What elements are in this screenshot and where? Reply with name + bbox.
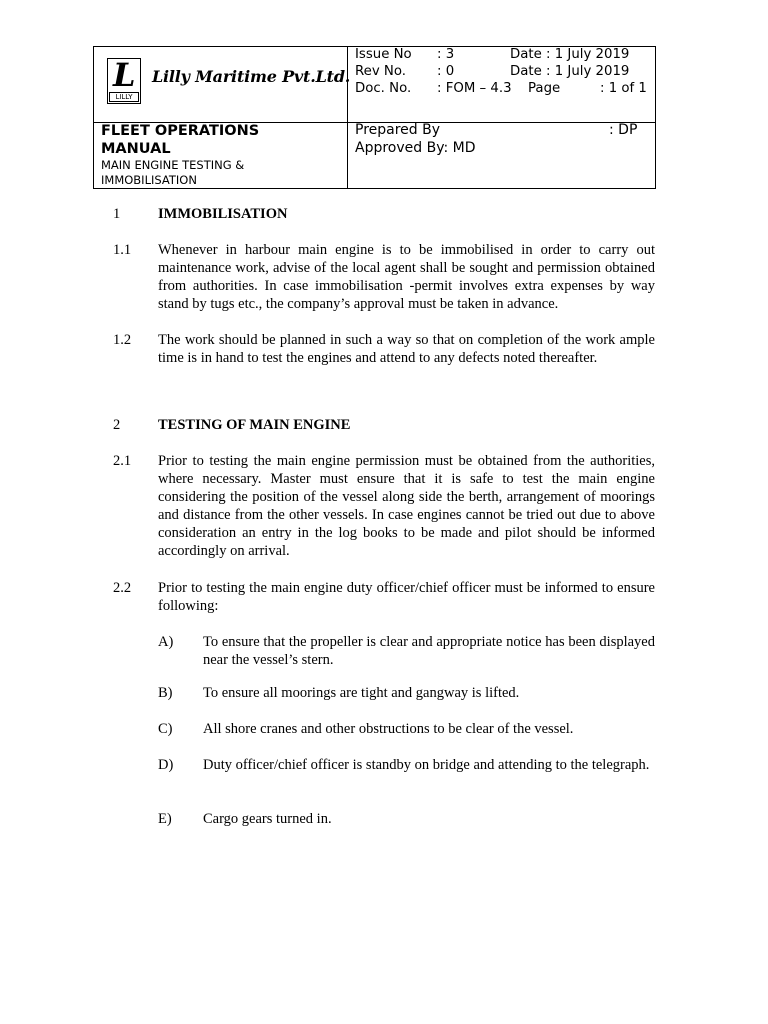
list-item-letter: D): [158, 757, 174, 773]
page-label: Page: [528, 81, 561, 96]
section-1-number: 1: [113, 206, 121, 222]
rev-label: Rev No.: [355, 64, 406, 79]
list-item-letter: A): [158, 634, 174, 650]
para-1-1-number: 1.1: [113, 242, 132, 258]
company-name: Lilly Maritime Pvt.Ltd.: [152, 67, 351, 86]
para-2-1-number: 2.1: [113, 453, 132, 469]
para-1-2-text: The work should be planned in such a way so that on completion of the work ample time is in hand to test the engines and attend to any defects noted thereafter.: [158, 332, 655, 366]
section-2-number: 2: [113, 417, 121, 433]
manual-title: FLEET OPERATIONS MANUAL: [101, 123, 260, 157]
issue-date: Date : 1 July 2019: [510, 47, 630, 62]
company-logo: [107, 58, 141, 104]
issue-value: : 3: [437, 47, 455, 62]
issue-label: Issue No: [355, 47, 412, 62]
list-item-letter: C): [158, 721, 173, 737]
page-value: : 1 of 1: [600, 81, 647, 96]
document-header-table: [93, 46, 656, 189]
logo-letter: L: [113, 56, 136, 94]
logo-text: LILLY: [109, 92, 139, 102]
list-item-text: To ensure all moorings are tight and gangway is lifted.: [203, 685, 520, 701]
section-1-heading: IMMOBILISATION: [158, 206, 288, 222]
prepared-by-label: Prepared By: [355, 122, 441, 138]
doc-value: : FOM – 4.3: [437, 81, 512, 96]
list-item-text: Cargo gears turned in.: [203, 811, 332, 827]
rev-value: : 0: [437, 64, 455, 79]
manual-subtitle: MAIN ENGINE TESTING & IMMOBILISATION: [101, 158, 245, 187]
para-2-2-text: Prior to testing the main engine duty officer/chief officer must be informed to ensure following:: [158, 580, 655, 614]
para-1-2-number: 1.2: [113, 332, 132, 348]
list-item-letter: E): [158, 811, 172, 827]
list-item-letter: B): [158, 685, 173, 701]
para-2-2-number: 2.2: [113, 580, 132, 596]
list-item-text: To ensure that the propeller is clear and appropriate notice has been displayed near the vessel’s stern.: [203, 634, 655, 668]
para-2-1-text: Prior to testing the main engine permission must be obtained from the authorities, where necessary. Master must ensure that it is safe to test the main engine considering the position of the vessel along side the berth, arrangement of moorings and distance from the other vessels. In case engines cannot be tried out due to above consideration an entry in the log books to be made and pilot should be informed accordingly on arrival.: [158, 453, 655, 559]
section-2-heading: TESTING OF MAIN ENGINE: [158, 417, 351, 433]
approved-by: Approved By: MD: [355, 140, 476, 156]
para-1-1-text: Whenever in harbour main engine is to be immobilised in order to carry out maintenance work, advise of the local agent shall be sought and permission obtained from authorities. In case immobilisation -permit involves extra expenses by way stand by tugs etc., the company’s approval must be taken in advance.: [158, 242, 655, 312]
prepared-by-value: : DP: [609, 122, 638, 138]
doc-label: Doc. No.: [355, 81, 412, 96]
list-item-text: Duty officer/chief officer is standby on bridge and attending to the telegraph.: [203, 757, 650, 773]
rev-date: Date : 1 July 2019: [510, 64, 630, 79]
list-item-text: All shore cranes and other obstructions to be clear of the vessel.: [203, 721, 574, 737]
